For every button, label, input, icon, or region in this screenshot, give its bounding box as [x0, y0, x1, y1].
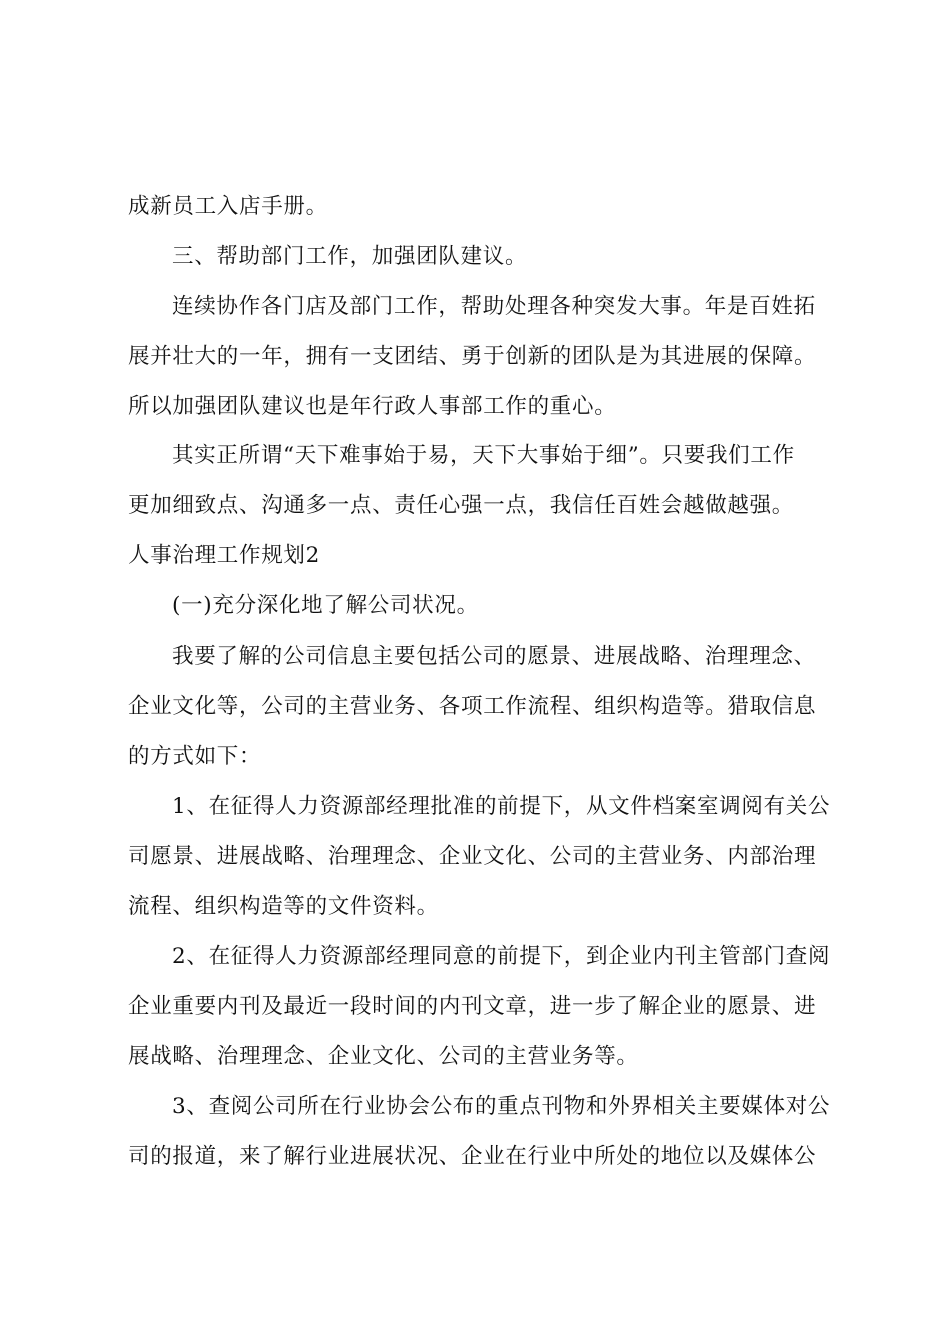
list-item-line: 企业重要内刊及最近一段时间的内刊文章，进一步了解企业的愿景、进: [128, 994, 817, 1019]
paragraph-line: 所以加强团队建议也是年行政人事部工作的重心。: [128, 394, 617, 419]
text-line: 成新员工入店手册。: [128, 194, 328, 219]
paragraph-line: 更加细致点、沟通多一点、责任心强一点，我信任百姓会越做越强。: [128, 493, 795, 518]
list-item-line: 3、查阅公司所在行业协会公布的重点刊物和外界相关主要媒体对公: [172, 1094, 831, 1119]
list-item-line: 展战略、治理理念、企业文化、公司的主营业务等。: [128, 1044, 639, 1069]
list-item-line: 流程、组织构造等的文件资料。: [128, 894, 439, 919]
document-heading: 人事治理工作规划2: [128, 543, 320, 568]
subsection-heading: (一)充分深化地了解公司状况。: [172, 593, 479, 618]
paragraph-line: 企业文化等，公司的主营业务、各项工作流程、组织构造等。猎取信息: [128, 694, 817, 719]
list-item-line: 司愿景、进展战略、治理理念、企业文化、公司的主营业务、内部治理: [128, 844, 817, 869]
paragraph-line: 其实正所谓“天下难事始于易，天下大事始于细”。只要我们工作: [172, 443, 795, 468]
list-item-line: 1、在征得人力资源部经理批准的前提下，从文件档案室调阅有关公: [172, 794, 831, 819]
list-item-line: 2、在征得人力资源部经理同意的前提下，到企业内刊主管部门查阅: [172, 944, 831, 969]
section-heading: 三、帮助部门工作，加强团队建议。: [172, 244, 528, 269]
paragraph-line: 连续协作各门店及部门工作，帮助处理各种突发大事。年是百姓拓: [172, 294, 816, 319]
paragraph-line: 展并壮大的一年，拥有一支团结、勇于创新的团队是为其进展的保障。: [128, 344, 817, 369]
paragraph-line: 我要了解的公司信息主要包括公司的愿景、进展战略、治理理念、: [172, 644, 816, 669]
paragraph-line: 的方式如下：: [128, 744, 262, 769]
list-item-line: 司的报道，来了解行业进展状况、企业在行业中所处的地位以及媒体公: [128, 1144, 817, 1169]
